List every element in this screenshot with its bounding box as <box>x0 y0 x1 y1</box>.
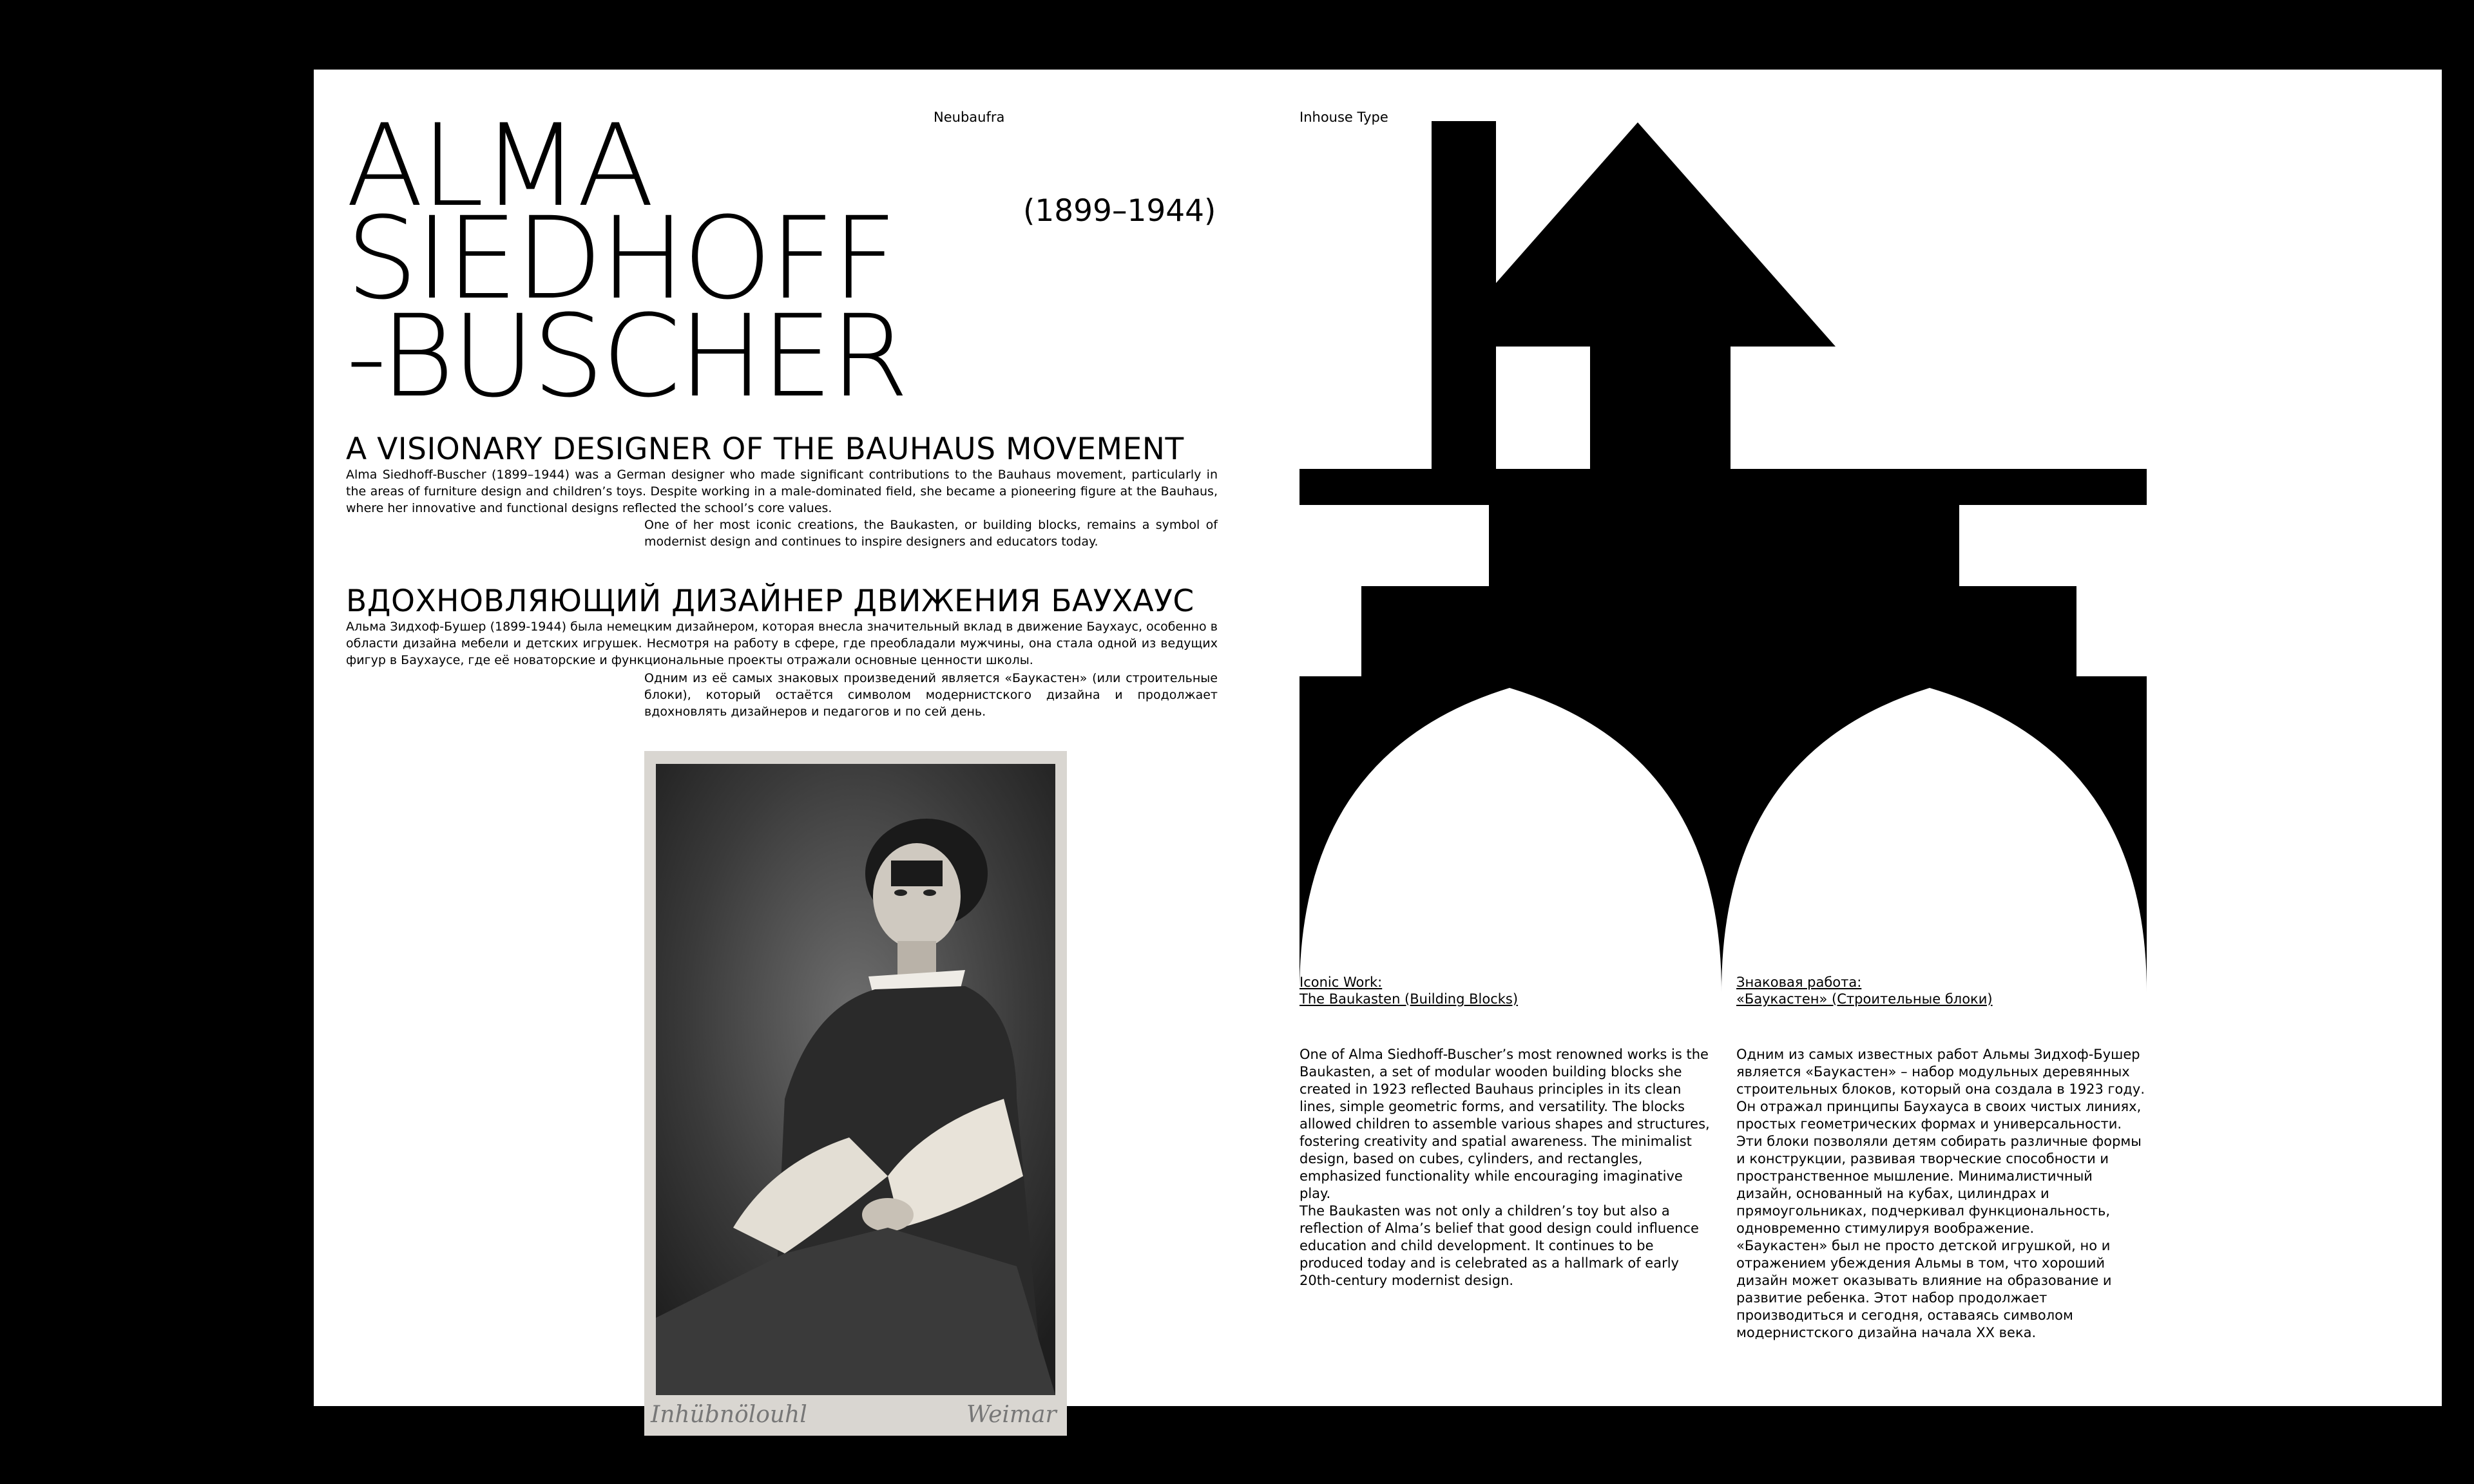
header-label-left: Neubaufra <box>934 109 1005 125</box>
magazine-spread <box>314 70 2442 1428</box>
link-line-1: Iconic Work: <box>1299 975 1383 990</box>
photo-signature: Inhübnölouhl <box>651 1402 807 1428</box>
block-beam <box>1299 469 2147 505</box>
block-middle <box>1361 586 2076 676</box>
column-en-paragraph-2: The Baukasten was not only a children’s toy but also a reflection of Alma’s belief that good design could influence education and child development. It continues to be produced today and is celebrated as a hallmark of early 20th-century modernist design. <box>1299 1203 1699 1288</box>
title-line-3: -BUSCHER <box>346 290 906 423</box>
portrait-photo-image <box>656 764 1055 1395</box>
title-line-1: ALMA <box>346 100 652 232</box>
link-line-2: The Baukasten (Building Blocks) <box>1299 991 1519 1007</box>
column-ru-paragraph-2: «Баукастен» был не просто детской игрушкой, но и отражением убеждения Альмы в том, что хороший дизайн может оказывать влияние на образование и развитие ребенка. Этот набор продолжает производиться и сегодня, оставаясь символом модернистского дизайна начала XX века. <box>1736 1238 2112 1340</box>
column-ru-paragraph-1: Одним из самых известных работ Альмы Зидхоф-Бушер является «Баукастен» – набор модульных деревянных строительных блоков, который она создала в 1923 году. Он отражал принципы Баухауса в своих чистых линиях, простых геометрических формах и универсальности. Эти блоки позволяли детям собирать различные формы и конструкции, развивая творческие способности и пространственное мышление. Минималистичный дизайн, основанный на кубах, цилиндрах и прямоугольниках, подчеркивал функциональность, одновременно стимулируя воображение. <box>1736 1047 2145 1236</box>
link-line-2-ru: «Баукастен» (Строительные блоки) <box>1736 991 1993 1007</box>
header-label-right: Inhouse Type <box>1299 109 1388 125</box>
heading-ru: ВДОХНОВЛЯЮЩИЙ ДИЗАЙНЕР ДВИЖЕНИЯ БАУХАУС <box>346 584 1194 619</box>
paragraph-en-1: Alma Siedhoff-Buscher (1899–1944) was a German designer who made significant contributions to the Bauhaus movement, particularly in the areas of furniture design and children’s toys. Despite working in a male-dominated field, she became a pioneering figure at the Bauhaus, where her innovative and functional designs reflected the school’s core values. <box>346 468 1218 515</box>
link-iconic-work[interactable] <box>1299 974 1712 1007</box>
paragraph-ru-2: Одним из её самых знаковых произведений является «Баукастен» (или строительные блоки), который остаётся символом модернистского дизайна и продолжает вдохновлять дизайнеров и педагогов и по сей день. <box>644 671 1218 719</box>
photo-signature-location: Weimar <box>966 1402 1057 1428</box>
title-line-2: SIEDHOFF <box>346 193 895 325</box>
heading-en: A VISIONARY DESIGNER OF THE BAUHAUS MOVEMENT <box>346 432 1184 467</box>
baukasten-blocks-graphic <box>1299 108 2150 1010</box>
block-arches <box>1299 676 2147 992</box>
column-ru-text <box>1736 1046 2149 1342</box>
block-stem <box>1590 345 1731 469</box>
years: (1899–1944) <box>1023 193 1216 229</box>
link-line-1-ru: Знаковая работа: <box>1736 975 1862 990</box>
paragraph-en-2: One of her most iconic creations, the Baukasten, or building blocks, remains a symbol of modernist design and continues to inspire designers and educators today. <box>644 518 1218 549</box>
block-triangle <box>1440 122 1836 347</box>
link-znakovaya-rabota[interactable] <box>1736 974 2149 1007</box>
block-upper <box>1489 505 1959 586</box>
paragraph-ru-1: Альма Зидхоф-Бушер (1899-1944) была немецким дизайнером, которая внесла значительный вклад в движение Баухаус, особенно в области дизайна мебели и детских игрушек. Несмотря на работу в сфере, где преобладали мужчины, она стала одной из ведущих фигур в Баухаусе, где её новаторские и функциональные проекты отражали основные ценности школы. <box>346 620 1218 667</box>
column-en-text <box>1299 1046 1712 1289</box>
portrait-photo <box>644 751 1067 1436</box>
column-en-paragraph-1: One of Alma Siedhoff-Buscher’s most renowned works is the Baukasten, a set of modular wooden building blocks she created in 1923 reflected Bauhaus principles in its clean lines, simple geometric forms, and versatility. The blocks allowed children to assemble various shapes and structures, fostering creativity and spatial awareness. The minimalist design, based on cubes, cylinders, and rectangles, emphasized functionality while encouraging imaginative play. <box>1299 1047 1710 1201</box>
